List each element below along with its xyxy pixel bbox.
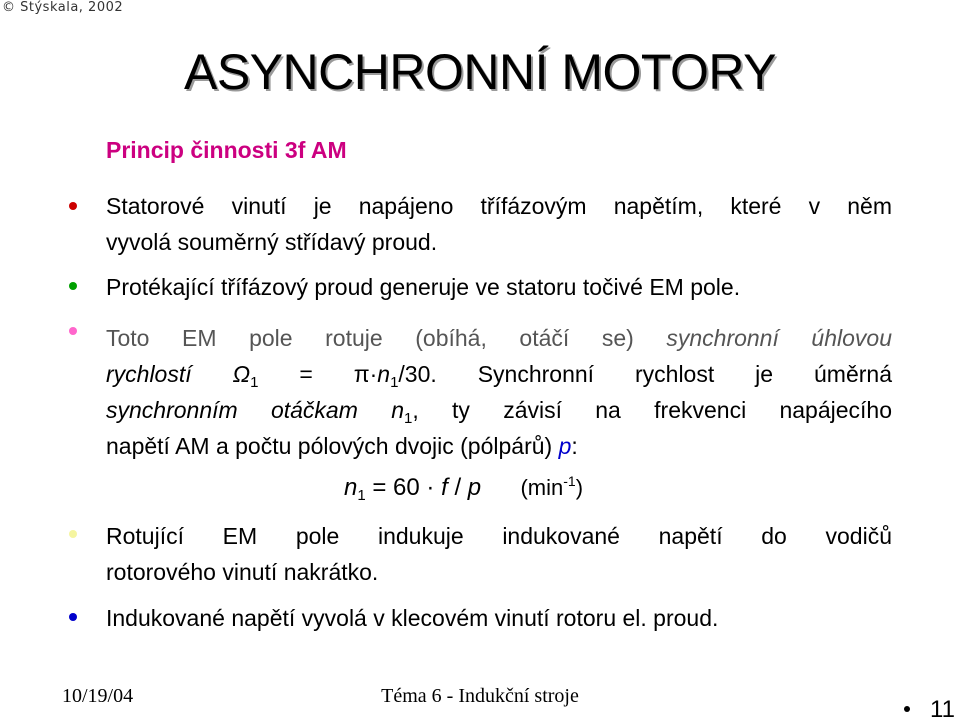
bullet-3-line-4: napětí AM a počtu pólových dvojic (pólpárů) p: — [106, 433, 578, 459]
bullet-3-line-1: Toto EM pole rotuje (obíhá, otáčí se) synchronní úhlovou — [106, 325, 892, 351]
bullet-3-text — [106, 320, 892, 464]
bullet-dot-blue-icon — [69, 613, 77, 621]
bullet-1-text — [106, 188, 892, 260]
bullet-5-text — [106, 600, 892, 636]
footer-bullet-icon — [904, 706, 910, 712]
bullet-2-line-1: Protékající třífázový proud generuje ve statoru točivé EM pole. — [106, 274, 741, 300]
bullet-3-line-2: rychlostí $\Omega_1 = \pi\cdot n_1/30$. Synchronní rychlost je úměrná — [106, 361, 892, 391]
page-number: 11 — [930, 696, 955, 723]
bullet-2-text — [106, 269, 892, 305]
bullet-dot-red-icon — [69, 202, 77, 210]
footer-date: 10/19/04 — [62, 685, 134, 707]
copyright-notice: © Stýskala, 2002 — [2, 0, 124, 15]
bullet-4-text — [106, 518, 892, 590]
bullet-dot-green-icon — [69, 282, 77, 290]
bullet-4-line-2: rotorového vinutí nakrátko. — [106, 559, 379, 585]
slide-subtitle: Princip činnosti 3f AM — [106, 137, 347, 163]
bullet-dot-yellow-icon — [69, 530, 77, 538]
bullet-5-line-1: Indukované napětí vyvolá v klecovém vinutí rotoru el. proud. — [106, 605, 719, 631]
bullet-3-line-3: synchronním otáčkam $n_1$, ty závisí na frekvenci napájecího — [106, 397, 893, 427]
footer-topic: Téma 6 - Indukční stroje — [381, 685, 579, 707]
slide-title: ASYNCHRONNÍ MOTORY — [183, 44, 776, 100]
bullet-dot-pink-icon — [69, 327, 77, 335]
bullet-1-line-2: vyvolá souměrný střídavý proud. — [106, 229, 438, 255]
synchronous-speed-formula: $n_1 = 60 \cdot f / p$ $(\min^{-1})$ — [344, 473, 584, 504]
bullet-1-line-1: Statorové vinutí je napájeno třífázovým napětím, které v něm — [106, 193, 892, 219]
bullet-4-line-1: Rotující EM pole indukuje indukované napětí do vodičů — [106, 523, 892, 549]
